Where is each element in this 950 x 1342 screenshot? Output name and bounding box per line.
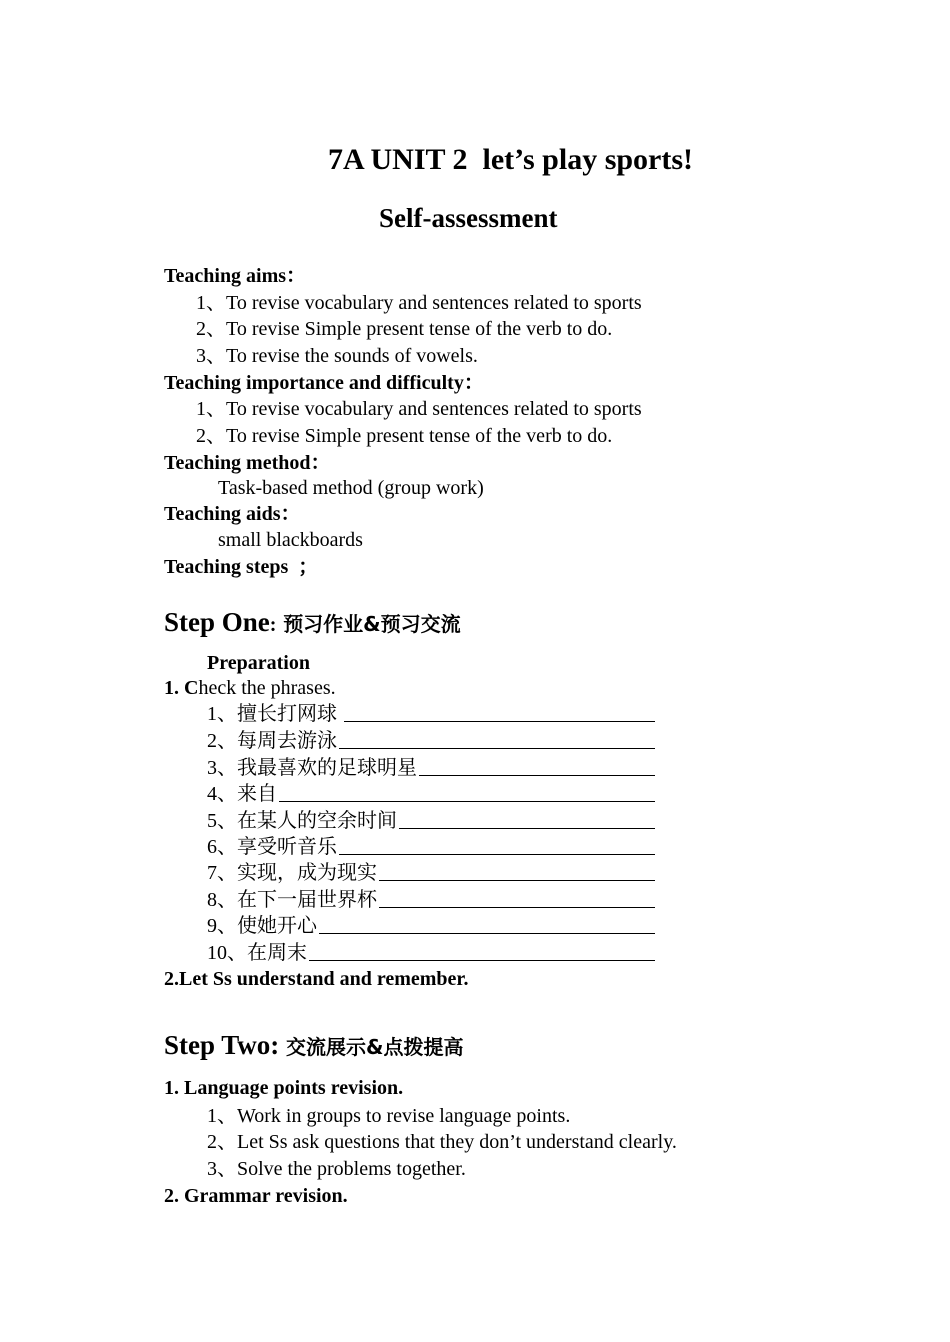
teaching-aids-text: small blackboards xyxy=(218,529,363,551)
answer-blank[interactable] xyxy=(419,755,655,776)
phrase-prompt: 8、在下一届世界杯 xyxy=(207,889,377,911)
importance-item: 2、To revise Simple present tense of the verb to do. xyxy=(196,425,613,447)
language-points-item: 1、Work in groups to revise language points. xyxy=(207,1105,571,1127)
check-phrases-number: 1. C xyxy=(164,677,199,699)
answer-blank[interactable] xyxy=(399,808,655,829)
phrase-item xyxy=(207,728,655,754)
check-phrases-text: heck the phrases. xyxy=(198,677,336,699)
answer-blank[interactable] xyxy=(379,887,655,908)
step-two-cn-title: 交流展示&点拨提高 xyxy=(286,1035,464,1059)
phrase-item xyxy=(207,860,655,886)
answer-blank[interactable] xyxy=(309,940,655,961)
phrase-item xyxy=(207,940,655,966)
language-points-heading: 1. Language points revision. xyxy=(164,1077,404,1099)
language-points-item: 2、Let Ss ask questions that they don’t understand clearly. xyxy=(207,1131,677,1153)
phrase-item xyxy=(207,781,655,807)
step-two-label: Step Two: xyxy=(164,1030,280,1060)
phrase-item xyxy=(207,834,655,860)
grammar-revision-heading: 2. Grammar revision. xyxy=(164,1185,348,1207)
teaching-method-text: Task-based method (group work) xyxy=(218,477,484,499)
phrase-prompt: 6、享受听音乐 xyxy=(207,836,337,858)
document-subtitle: Self-assessment xyxy=(379,203,558,233)
phrase-item xyxy=(207,887,655,913)
answer-blank[interactable] xyxy=(279,781,655,802)
phrase-prompt: 3、我最喜欢的足球明星 xyxy=(207,757,417,779)
step-one-colon: : xyxy=(269,614,277,636)
answer-blank[interactable] xyxy=(319,913,655,934)
preparation-label: Preparation xyxy=(207,652,310,674)
answer-blank[interactable] xyxy=(379,860,655,881)
aims-item: 3、To revise the sounds of vowels. xyxy=(196,345,478,367)
phrase-prompt: 7、实现，成为现实 xyxy=(207,862,377,884)
phrase-prompt: 5、在某人的空余时间 xyxy=(207,810,397,832)
phrase-item xyxy=(207,808,655,834)
aims-item: 1、To revise vocabulary and sentences related to sports xyxy=(196,292,642,314)
step-one-label: Step One xyxy=(164,607,270,637)
phrase-prompt: 1、擅长打网球 xyxy=(207,703,342,725)
check-phrases-instruction xyxy=(164,675,336,701)
phrase-item xyxy=(207,701,655,727)
answer-blank[interactable] xyxy=(339,834,655,855)
phrase-prompt: 4、来自 xyxy=(207,783,277,805)
phrase-prompt: 10、在周末 xyxy=(207,942,307,964)
answer-blank[interactable] xyxy=(339,728,655,749)
teaching-importance-heading: Teaching importance and difficulty： xyxy=(164,372,484,394)
step-two-heading xyxy=(164,1028,463,1064)
importance-item: 1、To revise vocabulary and sentences related to sports xyxy=(196,398,642,420)
phrase-prompt: 2、每周去游泳 xyxy=(207,730,337,752)
language-points-item: 3、Solve the problems together. xyxy=(207,1158,466,1180)
teaching-method-heading: Teaching method： xyxy=(164,452,331,474)
teaching-aims-heading: Teaching aims： xyxy=(164,265,307,287)
answer-blank[interactable] xyxy=(344,701,655,722)
step-one-cn-title: 预习作业&预习交流 xyxy=(283,612,461,636)
aims-item: 2、To revise Simple present tense of the verb to do. xyxy=(196,318,613,340)
phrase-item xyxy=(207,913,655,939)
teaching-steps-heading: Teaching steps ； xyxy=(164,556,319,578)
phrase-prompt: 9、使她开心 xyxy=(207,915,317,937)
step-one-heading xyxy=(164,605,461,642)
teaching-aids-heading: Teaching aids： xyxy=(164,503,301,525)
phrase-item xyxy=(207,755,655,781)
document-title: 7A UNIT 2 let’s play sports! xyxy=(328,143,694,176)
understand-instruction: 2.Let Ss understand and remember. xyxy=(164,968,469,990)
